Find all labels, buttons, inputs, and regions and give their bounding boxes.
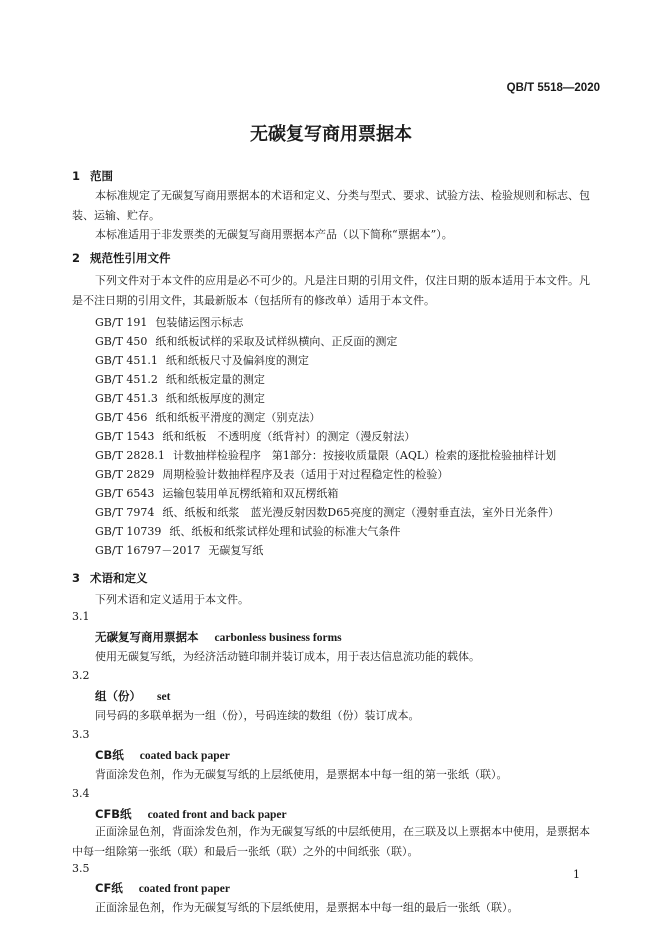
- document-title: 无碳复写商用票据本: [250, 124, 412, 145]
- reference-item: [95, 447, 556, 463]
- standard-code: QB/T 5518—2020: [506, 82, 600, 94]
- reference-item: [95, 333, 397, 349]
- reference-item: [95, 523, 400, 539]
- section-heading-terms: [72, 570, 148, 586]
- reference-item: [95, 428, 415, 444]
- term-number: 3.5: [72, 862, 90, 875]
- term-number: 3.3: [72, 728, 90, 741]
- reference-title: 计数抽样检验程序 第1部分：按接收质量限（AQL）检索的逐批检验抽样计划: [172, 449, 557, 462]
- term-en: carbonless business forms: [214, 632, 342, 644]
- reference-title: 包装储运图示标志: [155, 316, 244, 329]
- page-number: 1: [573, 868, 580, 881]
- section-title: 术语和定义: [90, 571, 148, 585]
- reference-title: 纸、纸板和纸浆 蓝光漫反射因数D65亮度的测定（漫射垂直法，室外日光条件）: [162, 506, 560, 519]
- term-definition: 使用无碳复写纸，为经济活动链印制并装订成本，用于表达信息流功能的载体。: [95, 650, 480, 663]
- reference-title: 周期检验计数抽样程序及表（适用于对过程稳定性的检验）: [162, 468, 449, 481]
- reference-item: [95, 371, 265, 387]
- term-heading: [95, 688, 170, 704]
- reference-code: GB/T 451.1: [95, 354, 158, 367]
- section-number: 3: [72, 571, 81, 585]
- term-en: coated back paper: [139, 750, 230, 762]
- reference-title: 纸、纸板和纸浆试样处理和试验的标准大气条件: [169, 525, 401, 538]
- term-number: 3.4: [72, 787, 90, 800]
- reference-code: GB/T 451.2: [95, 373, 158, 386]
- reference-code: GB/T 16797－2017: [95, 544, 201, 557]
- reference-item: [95, 466, 448, 482]
- reference-code: GB/T 2829: [95, 468, 155, 481]
- term-en: coated front and back paper: [147, 809, 287, 821]
- reference-item: [95, 504, 559, 520]
- term-zh: CFB纸: [95, 807, 132, 821]
- reference-code: GB/T 451.3: [95, 392, 158, 405]
- term-heading: [95, 629, 342, 645]
- term-heading: [95, 747, 230, 763]
- reference-title: 纸和纸板平滑度的测定（别克法）: [155, 411, 321, 424]
- term-zh: 组（份）: [95, 689, 141, 703]
- term-number: 3.2: [72, 669, 90, 682]
- term-definition: 正面涂显色剂，作为无碳复写纸的下层纸使用，是票据本中每一组的最后一张纸（联）。: [95, 901, 519, 914]
- reference-code: GB/T 10739: [95, 525, 162, 538]
- reference-code: GB/T 1543: [95, 430, 155, 443]
- term-zh: CB纸: [95, 748, 124, 762]
- section-heading-scope: [72, 168, 113, 184]
- term-zh: CF纸: [95, 881, 123, 895]
- reference-code: GB/T 191: [95, 316, 148, 329]
- reference-code: GB/T 456: [95, 411, 148, 424]
- reference-title: 纸和纸板定量的测定: [165, 373, 265, 386]
- reference-item: [95, 485, 338, 501]
- reference-code: GB/T 450: [95, 335, 148, 348]
- reference-item: [95, 542, 263, 558]
- reference-item: [95, 390, 265, 406]
- reference-code: GB/T 6543: [95, 487, 155, 500]
- terms-intro: 下列术语和定义适用于本文件。: [95, 593, 249, 606]
- term-definition: 背面涂发色剂，作为无碳复写纸的上层纸使用，是票据本中每一组的第一张纸（联）。: [95, 768, 508, 781]
- term-heading: [95, 880, 230, 896]
- term-en: coated front paper: [138, 883, 230, 895]
- section-number: 1: [72, 169, 81, 183]
- section-heading-normative-references: [72, 250, 171, 266]
- references-intro-paragraph: 下列文件对于本文件的应用是必不可少的。凡是注日期的引用文件，仅注日期的版本适用于本文件。凡是不注日期的引用文件，其最新版本（包括所有的修改单）适用于本文件。: [72, 274, 590, 307]
- reference-title: 纸和纸板厚度的测定: [165, 392, 265, 405]
- scope-paragraph-2: 本标准适用于非发票类的无碳复写商用票据本产品（以下简称“票据本”）。: [95, 228, 453, 241]
- term-definition: 同号码的多联单据为一组（份），号码连续的数组（份）装订成本。: [95, 709, 420, 722]
- reference-title: 纸和纸板尺寸及偏斜度的测定: [165, 354, 309, 367]
- term-definition: 正面涂显色剂，背面涂发色剂，作为无碳复写纸的中层纸使用，在三联及以上票据本中使用，是票据本中每一组除第一张纸（联）和最后一张纸（联）之外的中间纸张（联）。: [72, 825, 590, 858]
- term-number: 3.1: [72, 610, 90, 623]
- term-zh: 无碳复写商用票据本: [95, 630, 199, 644]
- reference-item: [95, 314, 243, 330]
- term-en: set: [157, 691, 171, 703]
- reference-code: GB/T 2828.1: [95, 449, 165, 462]
- reference-item: [95, 352, 309, 368]
- reference-item: [95, 409, 320, 425]
- reference-title: 无碳复写纸: [208, 544, 264, 557]
- reference-code: GB/T 7974: [95, 506, 155, 519]
- reference-title: 纸和纸板试样的采取及试样纵横向、正反面的测定: [155, 335, 398, 348]
- section-title: 范围: [90, 169, 113, 183]
- section-number: 2: [72, 251, 81, 265]
- term-heading: [95, 806, 287, 822]
- scope-paragraph-1: 本标准规定了无碳复写商用票据本的术语和定义、分类与型式、要求、试验方法、检验规则和标志、包装、运输、贮存。: [72, 189, 590, 222]
- section-title: 规范性引用文件: [90, 251, 171, 265]
- reference-title: 运输包装用单瓦楞纸箱和双瓦楞纸箱: [162, 487, 339, 500]
- reference-title: 纸和纸板 不透明度（纸背衬）的测定（漫反射法）: [162, 430, 416, 443]
